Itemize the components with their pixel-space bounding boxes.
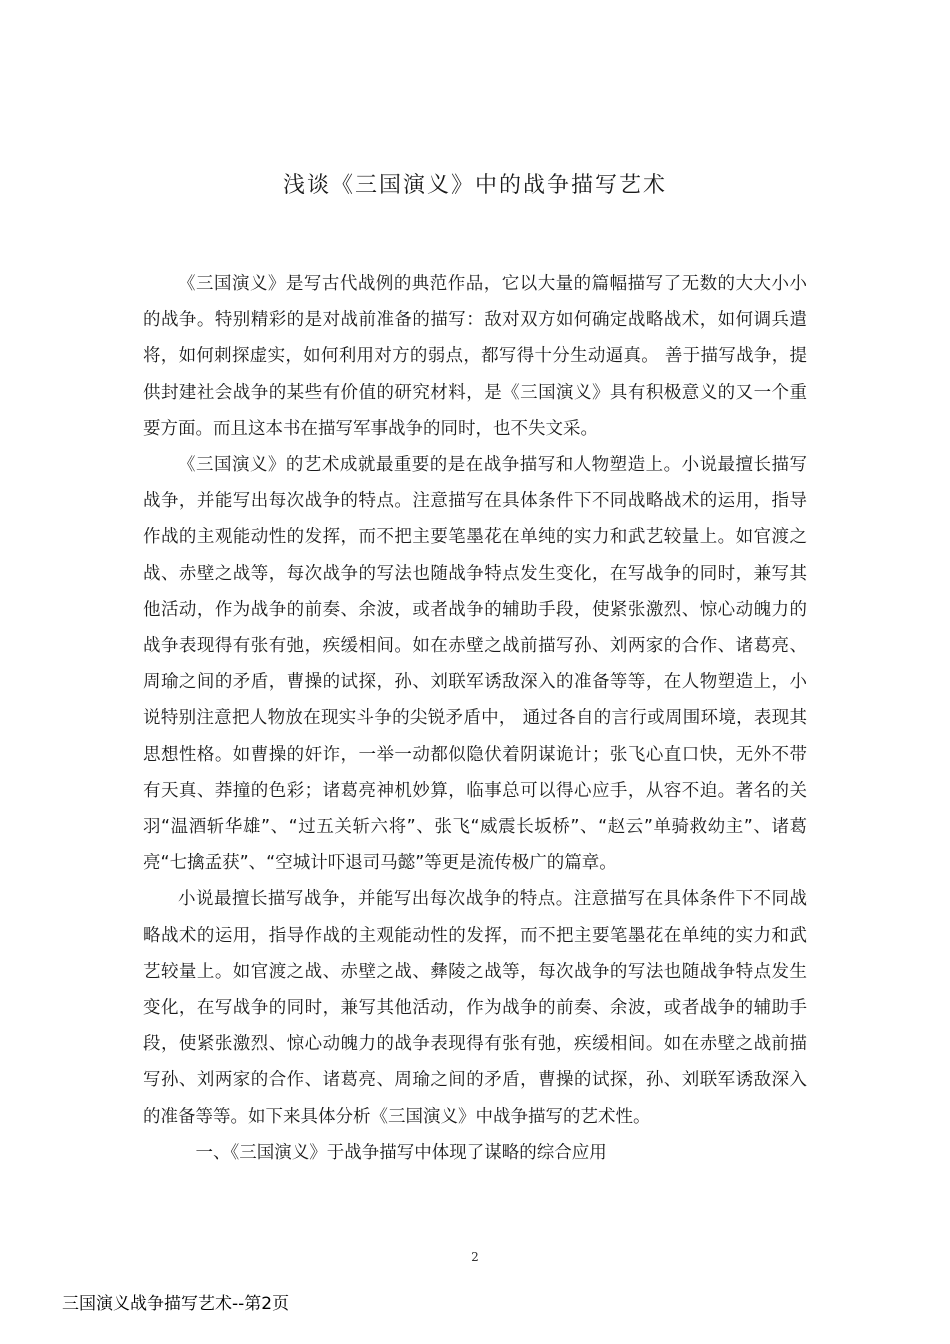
page-number: 2: [471, 1250, 479, 1264]
paragraph-1: 《三国演义》是写古代战例的典范作品，它以大量的篇幅描写了无数的大大小小的战争。特别精彩的是对战前准备的描写：敌对双方如何确定战略战术，如何调兵遣将，如何刺探虚实，如何利用对方的弱点，都写得十分生动逼真。 善于描写战争，提供封建社会战争的某些有价值的研究材料，是《三国演义》具有积极意义的又一个重要方面。而且这本书在描写军事战争的同时，也不失文采。: [143, 274, 807, 439]
footer-caption: 三国演义战争描写艺术--第2页: [62, 1294, 290, 1314]
document-body: [143, 266, 807, 1171]
paragraph-2: 《三国演义》的艺术成就最重要的是在战争描写和人物塑造上。小说最擅长描写战争，并能写出每次战争的特点。注意描写在具体条件下不同战略战术的运用，指导作战的主观能动性的发挥，而不把主要笔墨花在单纯的实力和武艺较量上。如官渡之战、赤壁之战等，每次战争的写法也随战争特点发生变化，在写战争的同时，兼写其他活动，作为战争的前奏、余波，或者战争的辅助手段，使紧张激烈、惊心动魄力的战争表现得有张有弛，疾缓相间。如在赤壁之战前描写孙、刘两家的合作、诸葛亮、周瑜之间的矛盾，曹操的试探，孙、刘联军诱敌深入的准备等等，在人物塑造上，小说特别注意把人物放在现实斗争的尖锐矛盾中， 通过各自的言行或周围环境，表现其思想性格。如曹操的奸诈，一举一动都似隐伏着阴谋诡计；张飞心直口快，无外不带有天真、莽撞的色彩；诸葛亮神机妙算，临事总可以得心应手，从容不迫。著名的关羽“温酒斩华雄”、“过五关斩六将”、张飞“威震长坂桥”、“赵云”单骑救幼主”、诸葛亮“七擒孟获”、“空城计吓退司马懿”等更是流传极广的篇章。: [143, 455, 807, 874]
paragraph-3: 小说最擅长描写战争，并能写出每次战争的特点。注意描写在具体条件下不同战略战术的运用，指导作战的主观能动性的发挥，而不把主要笔墨花在单纯的实力和武艺较量上。如官渡之战、赤壁之战、彝陵之战等，每次战争的写法也随战争特点发生变化，在写战争的同时，兼写其他活动，作为战争的前奏、余波，或者战争的辅助手段，使紧张激烈、惊心动魄力的战争表现得有张有弛，疾缓相间。如在赤壁之战前描写孙、刘两家的合作、诸葛亮、周瑜之间的矛盾，曹操的试探，孙、刘联军诱敌深入的准备等等。如下来具体分析《三国演义》中战争描写的艺术性。: [143, 889, 807, 1127]
section-heading: 一、《三国演义》于战争描写中体现了谋略的综合应用: [195, 1142, 607, 1163]
document-title: 浅谈《三国演义》中的战争描写艺术: [282, 173, 667, 198]
